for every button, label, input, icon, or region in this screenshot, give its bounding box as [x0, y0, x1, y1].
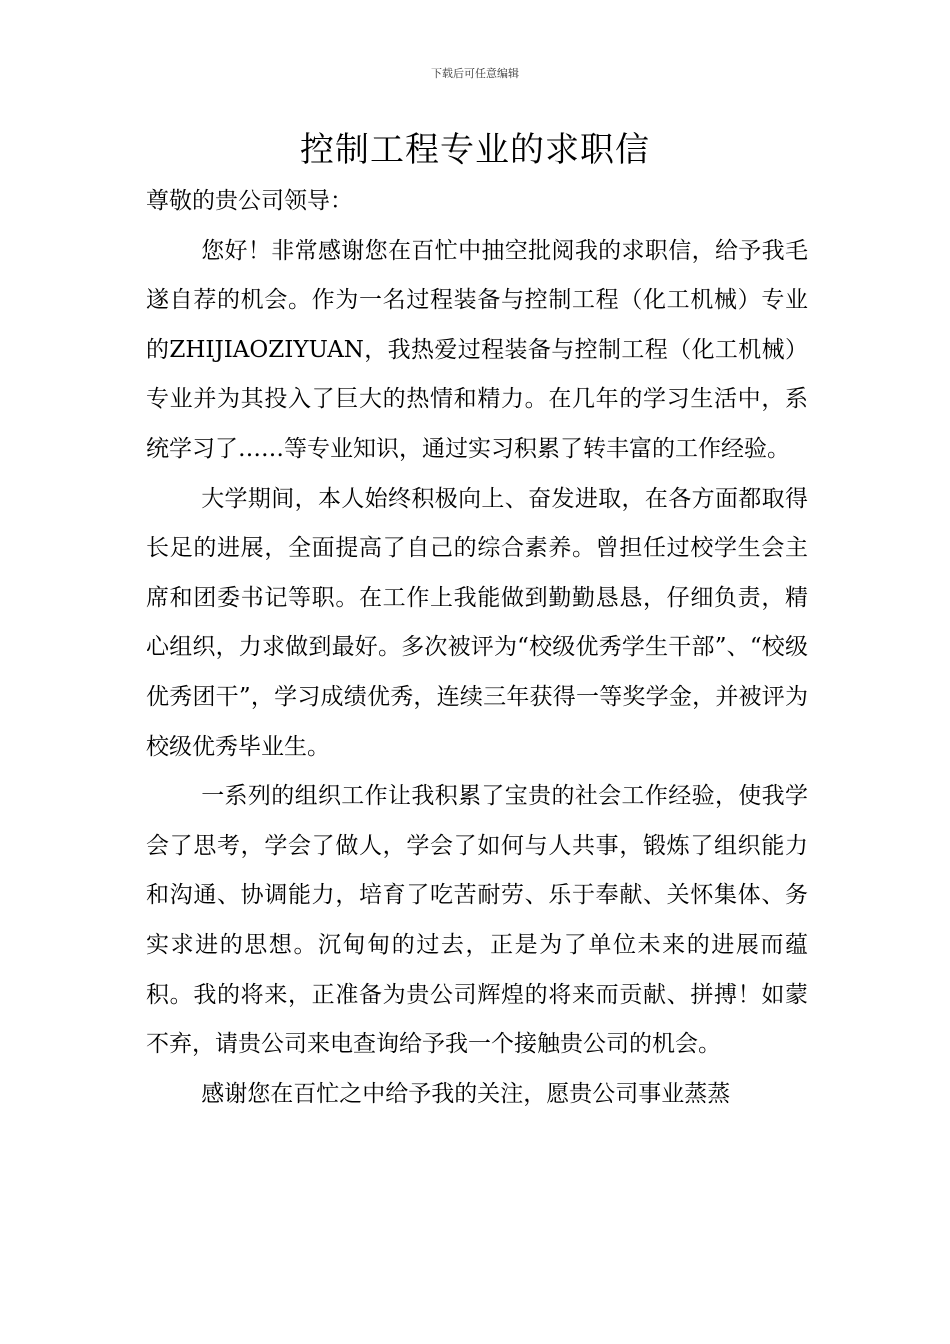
paragraph-experience: 一系列的组织工作让我积累了宝贵的社会工作经验，使我学会了思考，学会了做人，学会了如何与人共事，锻炼了组织能力和沟通、协调能力，培育了吃苦耐劳、乐于奉献、关怀集体、务实求进的思想。沉甸甸的过去，正是为了单位未来的进展而蕴积。我的将来，正准备为贵公司辉煌的将来而贡献、拼搏！如蒙不弃，请贵公司来电查询给予我一个接触贵公司的机会。 — [146, 783, 808, 1058]
document-title: 控制工程专业的求职信 — [300, 130, 650, 170]
paragraph-university: 大学期间，本人始终积极向上、奋发进取，在各方面都取得长足的进展，全面提高了自己的综合素养。曾担任过校学生会主席和团委书记等职。在工作上我能做到勤勤恳恳，仔细负责，精心组织，力求做到最好。多次被评为“校级优秀学生干部”、“校级优秀团干”，学习成绩优秀，连续三年获得一等奖学金，并被评为校级优秀毕业生。 — [146, 485, 808, 760]
letter-body — [146, 177, 808, 1119]
header-note: 下载后可任意编辑 — [431, 67, 519, 80]
paragraph-greeting: 您好！非常感谢您在百忙中抽空批阅我的求职信，给予我毛遂自荐的机会。作为一名过程装备与控制工程（化工机械）专业的ZHIJIAOZIYUAN，我热爱过程装备与控制工程（化工机械）专业并为其投入了巨大的热情和精力。在几年的学习生活中，系统学习了……等专业知识，通过实习积累了转丰富的工作经验。 — [146, 237, 808, 462]
paragraph-closing: 感谢您在百忙之中给予我的关注，愿贵公司事业蒸蒸 — [201, 1080, 731, 1107]
salutation: 尊敬的贵公司领导： — [146, 188, 353, 214]
